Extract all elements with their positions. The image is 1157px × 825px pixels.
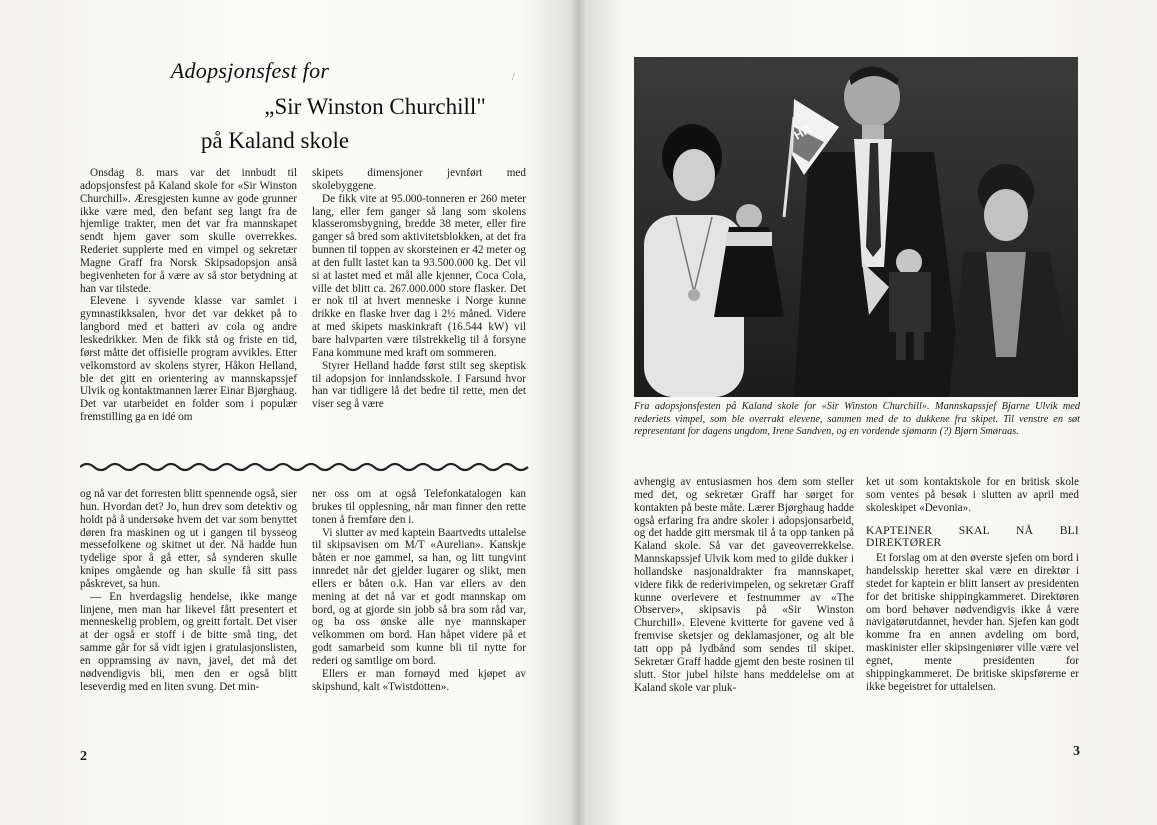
title-line-1: Adopsjonsfest for bbox=[170, 58, 330, 83]
wavy-divider bbox=[80, 457, 532, 477]
left-column-2 bbox=[312, 167, 526, 411]
paragraph: skipets dimensjoner jevnført med skolebyggene. bbox=[312, 167, 526, 192]
print-mark: / bbox=[512, 72, 515, 83]
title-line-3: på Kaland skole bbox=[200, 128, 350, 153]
flag-letters: HR bbox=[791, 121, 814, 143]
paragraph: De fikk vite at 95.000-tonneren er 260 meter lang, eller fem ganger så lang som skolens klasseromsbygning, bredde 38 meter, eller fire ganger så bred som aktivitetsblokken, at det fra bunnen til toppen av skorsteinen er 42 meter og at den fullt lastet kan ta 93.500.000 kg. Det vil si at lastet med et mål alle kjenner, Coca Cola, ville det blitt ca. 267.000.000 store flasker. Det er nok til at hvert menneske i Norge kunne drikke en flaske hver dag i 2½ måned. Videre at med skipets maskinkraft (16.544 kW) vil bare halvparten være tilstrekkelig til å forsyne Fana kommune med kraft om sommeren. bbox=[312, 192, 526, 359]
section-heading: KAPTEINER SKAL NÅ BLI DIREKTØRER bbox=[866, 523, 1079, 550]
paragraph: Styrer Helland hadde først stilt seg skeptisk til adopsjon for innlandsskole. I Farsund hvor han var tidligere lå det bedre til rette, men det viser seg å være bbox=[312, 359, 526, 411]
paragraph: avhengig av entusiasmen hos dem som steller med det, og sekretær Graff har sørget for kontakten på beste måte. Lærer Bjørghaug hadde også erfaring fra andre skoler i adopsjonsarbeid, og det hadde gitt mersmak til å ta opp tanken på Kaland skole. Så var det gaveoverrekkelse. Mannskapssjef Ulvik kom med to gilde dukker i hollandske nasjonaldrakter fra mannskapet, videre fikk de rederivimpelen, og sekretær Graff kunne overlevere et festnummer av «The Observer», skipsavis på «Sir Winston Churchill». Elevene kvitterte for gavene ved å fremvise sketsjer og deklamasjoner, og alt ble tatt opp på lydbånd som sendes til skipet. Sekretær Graff hadde gjemt den beste rosinen til slutt. Stor jubel hilste hans meddelelse om at Kaland skole var pluk- bbox=[634, 476, 854, 694]
paragraph: Elevene i syvende klasse var samlet i gymnastikksalen, hvor det var dekket på to langbord med et batteri av cola og andre leskedrikker. Men de fikk stå og friste en tid, først måtte det offisielle program avvikles. Etter velkomstord av skolens styrer, Håkon Helland, ble det gitt en orientering av mannskapssjef Ulvik og kontaktmannen lærer Einar Bjørghaug. Det var utarbeidet en folder som i populær fremstilling ga en idé om bbox=[80, 295, 297, 424]
left-column-1 bbox=[80, 167, 297, 424]
paragraph: ner oss om at også Telefonkatalogen kan brukes til opplesning, når man finner den rette tonen å fremføre den i. bbox=[312, 488, 526, 526]
photo-caption: Fra adopsjonsfesten på Kaland skole for «Sir Winston Churchill». Mannskapssjef Bjarne Ulvik med rederiets vimpel, som ble overrakt elevene, sammen med de to dukkene fra skipet. Til venstre en søt representant for dagens ungdom, Irene Sandven, og en vordende sjømann (?) Bjørn Smøraas. bbox=[634, 401, 1080, 438]
right-column-1 bbox=[634, 476, 854, 694]
paragraph: Onsdag 8. mars var det innbudt til adopsjonsfest på Kaland skole for «Sir Winston Churchill». Æresgjesten kunne av gode grunner ikke være med, den befant seg langt fra de hjemlige trakter, men det var fra mannskapet sendt hjem gaver som skulle overrekkes. Rederiet supplerte med en vimpel og sekretær Magne Graff fra Norsk Skipsadopsjon anså begivenheten for å være av så stor betydning at han var tilstede. bbox=[80, 167, 297, 295]
paragraph: — En hverdagslig hendelse, ikke mange linjene, men man har likevel fått presentert et menneskelig problem, og greitt fortalt. Det viser at der også er stoff i de bitte små ting, det samme går for så vidt igjen i gratulasjonslisten, en oppramsing av navn, javel, det må det nødvendigvis bli, men den er også blitt leseverdig med en liten svung. Det min- bbox=[80, 590, 297, 693]
title-line-2: „Sir Winston Churchill" bbox=[264, 94, 486, 119]
photo-illustration bbox=[634, 57, 1078, 397]
right-column-2 bbox=[866, 476, 1079, 694]
paragraph: og nå var det forresten blitt spennende også, sier hun. Hvordan det? Jo, hun drev som detektiv og holdt på å undersøke hvem det var som benyttet døren fra maskinen og ut i gangen til bysseog messefolkene og skitnet ut der. Nå hadde hun tydelige spor å gå etter, så synderen skulle knipes omgående og han skulle få sitt pass påskrevet, sa hun. bbox=[80, 488, 297, 590]
article-photo bbox=[634, 57, 1078, 397]
left-column-3 bbox=[80, 488, 297, 694]
paragraph: Et forslag om at den øverste sjefen om bord i handelsskip heretter skal være en direktør i stedet for kaptein er blitt lansert av presidenten for det britiske shippingkammeret. Direktøren om bord behøver nødvendigvis ikke å være navigatørutdannet, hevder han. Sjefen kan godt komme fra en annen avdeling om bord, maskinister eller skipsingeniører ville være vel egnet, mente presidenten for shippingkammeret. De britiske skipsførerne er ikke begeistret for uttalelsen. bbox=[866, 552, 1079, 693]
left-column-4 bbox=[312, 488, 526, 694]
page-number-left: 2 bbox=[80, 749, 87, 764]
paragraph: ket ut som kontaktskole for en britisk skole som ventes på besøk i slutten av april med skoleskipet «Devonia». bbox=[866, 476, 1079, 514]
paragraph: Vi slutter av med kaptein Baartvedts uttalelse til skipsavisen om M/T «Aurelian». Kanskje båten er noe gammel, sa han, og litt tungvint innredet når det gjelder lugarer og slikt, men ellers er båten o.k. Han var ellers av den mening at det nå var et godt mannskap om bord, og at gjorde sin jobb så bra som råd var, og ba oss ønske alle nye mannskaper velkommen om bord. Han håpet videre på et godt samarbeid som kunne bli til nytte for rederi og samtlige om bord. bbox=[312, 526, 526, 667]
page-number-right: 3 bbox=[1073, 744, 1080, 759]
paragraph: Ellers er man fornøyd med kjøpet av skipshund, kalt «Twistdotten». bbox=[312, 667, 526, 693]
page-gutter bbox=[570, 0, 586, 825]
